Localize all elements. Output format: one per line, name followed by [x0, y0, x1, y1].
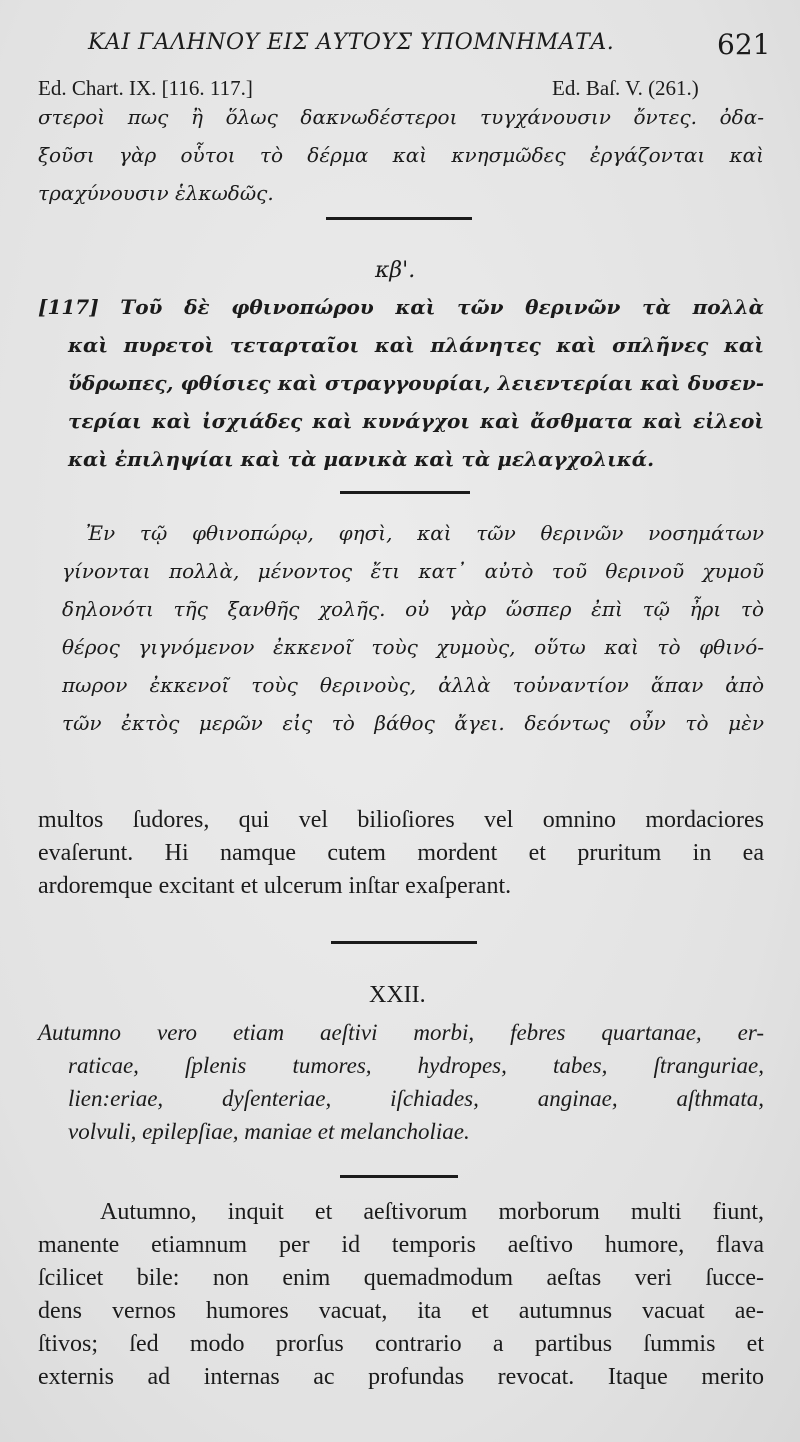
- greek-paragraph-continuation: [38, 98, 764, 212]
- text-line: evaſerunt. Hi namque cutem mordent et pruritum in ea: [38, 840, 764, 866]
- text-line: δηλονότι τῆς ξανθῆς χολῆς. οὐ γὰρ ὥσπερ ἐπὶ τῷ ἦρι τὸ: [62, 597, 764, 621]
- text-line: dens vernos humores vacuat, ita et autumnus vacuat ae-: [38, 1298, 764, 1324]
- text-line: γίνονται πολλὰ, μένοντος ἔτι κατ᾽ αὐτὸ τοῦ θερινοῦ χυμοῦ: [62, 559, 764, 583]
- text-line: ξοῦσι γὰρ οὗτοι τὸ δέρμα καὶ κνησμῶδες ἐργάζονται καὶ: [38, 143, 764, 167]
- text-line: ὕδρωπες, φθίσιες καὶ στραγγουρίαι, λειεντερίαι καὶ δυσεν-: [68, 371, 764, 395]
- section-divider: [326, 217, 472, 220]
- text-line: externis ad internas ac profundas revocat. Itaque merito: [38, 1364, 764, 1390]
- text-line: Autumno vero etiam aeſtivi morbi, febres quartanae, er-: [38, 1020, 764, 1045]
- text-line: καὶ ἐπιληψίαι καὶ τὰ μανικὰ καὶ τὰ μελαγχολικά.: [68, 447, 655, 471]
- page-number: 621: [717, 28, 771, 61]
- text-line: lien:eriae, dyſenteriae, iſchiades, anginae, aſthmata,: [68, 1086, 764, 1111]
- text-line: multos ſudores, qui vel bilioſiores vel omnino mordaciores: [38, 807, 764, 833]
- latin-aphorism: [38, 1016, 764, 1148]
- text-line: πωρον ἐκκενοῖ τοὺς θερινοὺς, ἀλλὰ τοὐναντίον ἅπαν ἀπὸ: [62, 673, 764, 697]
- greek-commentary: [62, 514, 764, 742]
- text-line: Ἐν τῷ φθινοπώρῳ, φησὶ, καὶ τῶν θερινῶν νοσημάτων: [86, 521, 764, 545]
- edition-reference-left: Ed. Chart. IX. [116. 117.]: [38, 76, 253, 100]
- text-line: raticae, ſplenis tumores, hydropes, tabes, ſtranguriae,: [68, 1053, 764, 1078]
- latin-section-number: XXII.: [369, 982, 426, 1008]
- text-line: στεροὶ πως ἢ ὅλως δακνωδέστεροι τυγχάνουσιν ὄντες. ὀδα-: [38, 105, 764, 129]
- text-line: καὶ πυρετοὶ τεταρταῖοι καὶ πλάνητες καὶ σπλῆνες καὶ: [68, 333, 764, 357]
- text-line: τραχύνουσιν ἑλκωδῶς.: [38, 181, 274, 205]
- text-line: ſcilicet bile: non enim quemadmodum aeſtas veri ſucce-: [38, 1265, 764, 1291]
- greek-section-number: κβ'.: [375, 258, 416, 283]
- greek-aphorism: [38, 288, 764, 478]
- text-line: manente etiamnum per id temporis aeſtivo humore, flava: [38, 1232, 764, 1258]
- section-divider: [331, 941, 477, 944]
- text-line: [117] Τοῦ δὲ φθινοπώρου καὶ τῶν θερινῶν τὰ πολλὰ: [38, 295, 764, 319]
- latin-commentary: [38, 1196, 764, 1394]
- edition-reference-right: Ed. Baſ. V. (261.): [552, 76, 699, 100]
- text-line: Autumno, inquit et aeſtivorum morborum multi fiunt,: [100, 1199, 764, 1225]
- text-line: volvuli, epilepſiae, maniae et melancholiae.: [68, 1119, 470, 1144]
- text-line: ſtivos; ſed modo prorſus contrario a partibus ſummis et: [38, 1331, 764, 1357]
- text-line: τερίαι καὶ ἰσχιάδες καὶ κυνάγχοι καὶ ἄσθματα καὶ εἰλεοὶ: [68, 409, 764, 433]
- text-line: τῶν ἐκτὸς μερῶν εἰς τὸ βάθος ἄγει. δεόντως οὖν τὸ μὲν: [62, 711, 764, 735]
- text-line: θέρος γιγνόμενον ἐκκενοῖ τοὺς χυμοὺς, οὕτω καὶ τὸ φθινό-: [62, 635, 764, 659]
- section-divider: [340, 1175, 458, 1178]
- section-divider: [340, 491, 470, 494]
- text-line: ardoremque excitant et ulcerum inſtar exaſperant.: [38, 873, 512, 899]
- latin-paragraph-continuation: [38, 804, 764, 903]
- running-head-title: ΚΑΙ ΓΑΛΗΝΟΥ ΕΙΣ ΑΥΤΟΥΣ ΥΠΟΜΝΗΜΑΤΑ.: [88, 30, 615, 55]
